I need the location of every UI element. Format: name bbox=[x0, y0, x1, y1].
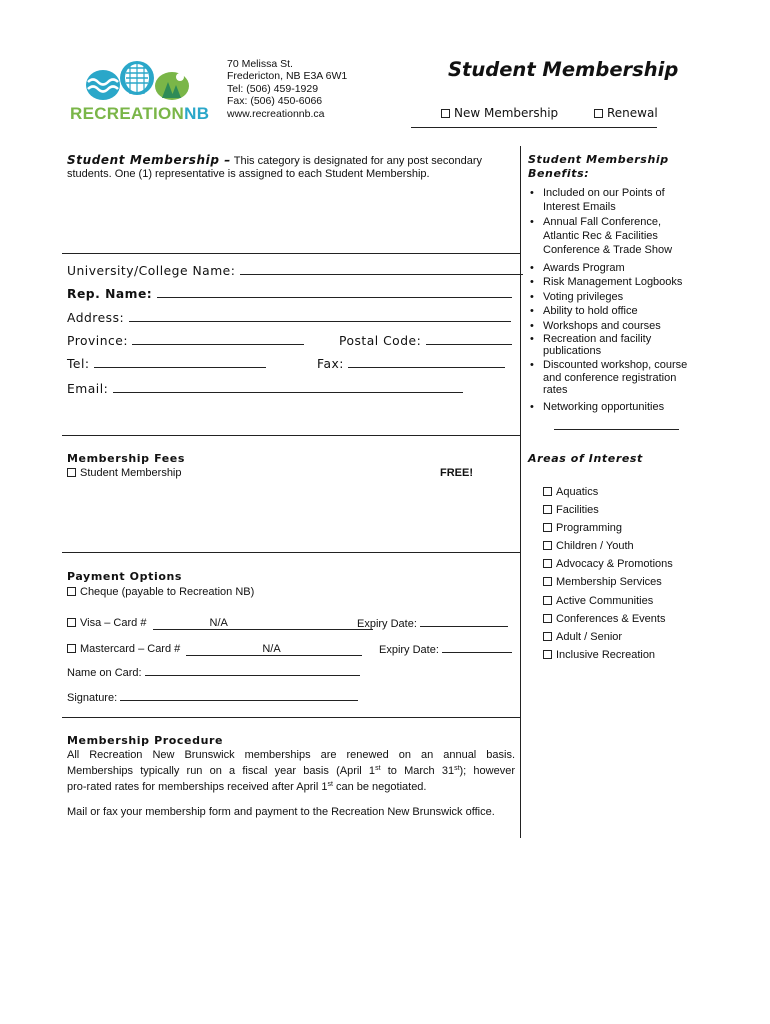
checkbox-icon[interactable] bbox=[543, 487, 552, 496]
list-item: • Annual Fall Conference, Atlantic Rec & Facilities Conference & Trade Show bbox=[528, 215, 728, 257]
checkbox-icon[interactable] bbox=[543, 559, 552, 568]
list-item: • Risk Management Logbooks bbox=[528, 275, 728, 289]
procedure-heading: Membership Procedure bbox=[67, 734, 224, 747]
mastercard-option[interactable]: Mastercard – Card # N/A bbox=[67, 643, 362, 656]
list-item: • Voting privileges bbox=[528, 290, 728, 304]
checkbox-icon[interactable] bbox=[543, 523, 552, 532]
list-item: • Workshops and courses bbox=[528, 319, 728, 333]
interests-heading: Areas of Interest bbox=[528, 452, 643, 465]
page-title: Student Membership bbox=[448, 58, 679, 81]
interest-membership-services[interactable]: Membership Services bbox=[543, 576, 673, 594]
visa-option[interactable]: Visa – Card # N/A bbox=[67, 617, 373, 630]
checkbox-icon[interactable] bbox=[67, 468, 76, 477]
checkbox-icon[interactable] bbox=[543, 541, 552, 550]
procedure-line1: All Recreation New Brunswick memberships are renewed on an annual basis. bbox=[67, 749, 515, 761]
list-item: • Ability to hold office bbox=[528, 304, 728, 318]
checkbox-icon[interactable] bbox=[441, 109, 450, 118]
list-item: • Networking opportunities bbox=[528, 400, 728, 414]
interest-inclusive-recreation[interactable]: Inclusive Recreation bbox=[543, 649, 673, 667]
interest-aquatics[interactable]: Aquatics bbox=[543, 486, 673, 504]
fees-heading: Membership Fees bbox=[67, 452, 186, 465]
organization-address: 70 Melissa St. Fredericton, NB E3A 6W1 Tel: (506) 459-1929 Fax: (506) 450-6066 www.recreationnb.ca bbox=[227, 58, 348, 120]
procedure-line2: Memberships typically run on a fiscal year basis (April 1st to March 31st); however bbox=[67, 765, 516, 777]
list-item: • Recreation and facility publications bbox=[528, 333, 728, 357]
email-field[interactable]: Email: bbox=[67, 382, 463, 396]
column-divider bbox=[520, 146, 521, 838]
address-field[interactable]: Address: bbox=[67, 311, 511, 325]
checkbox-icon[interactable] bbox=[543, 577, 552, 586]
checkbox-icon[interactable] bbox=[543, 596, 552, 605]
benefits-heading: Student Membership Benefits: bbox=[528, 153, 669, 180]
divider bbox=[62, 552, 521, 553]
title-underline bbox=[411, 127, 657, 128]
postal-code-field[interactable]: Postal Code: bbox=[339, 334, 512, 348]
checkbox-icon[interactable] bbox=[543, 505, 552, 514]
procedure-line3: pro-rated rates for memberships received after April 1st can be negotiated. bbox=[67, 781, 427, 793]
logo-emblem-icon bbox=[70, 58, 218, 106]
interest-conferences-events[interactable]: Conferences & Events bbox=[543, 613, 673, 631]
checkbox-icon[interactable] bbox=[543, 650, 552, 659]
intro-text-line2: students. One (1) representative is assigned to each Student Membership. bbox=[67, 168, 430, 180]
procedure-line4: Mail or fax your membership form and payment to the Recreation New Brunswick office. bbox=[67, 806, 495, 818]
student-membership-fee-option[interactable]: Student Membership bbox=[67, 467, 182, 479]
new-membership-option[interactable]: New Membership bbox=[441, 106, 558, 120]
intro-section bbox=[67, 153, 517, 180]
list-item: • Discounted workshop, course and conference registration rates bbox=[528, 359, 728, 397]
benefits-list bbox=[528, 186, 728, 414]
renewal-option[interactable]: Renewal bbox=[594, 106, 658, 120]
signature-field[interactable]: Signature: bbox=[67, 691, 358, 704]
checkbox-icon[interactable] bbox=[67, 618, 76, 627]
interest-adult-senior[interactable]: Adult / Senior bbox=[543, 631, 673, 649]
university-field[interactable]: University/College Name: bbox=[67, 264, 523, 278]
rep-name-field[interactable]: Rep. Name: bbox=[67, 287, 512, 301]
list-item: • Included on our Points of Interest Emails bbox=[528, 186, 728, 214]
interest-programming[interactable]: Programming bbox=[543, 522, 673, 540]
divider bbox=[62, 717, 521, 718]
logo-text: RECREATIONNB bbox=[70, 104, 210, 123]
divider bbox=[62, 253, 521, 254]
divider bbox=[62, 435, 521, 436]
payment-heading: Payment Options bbox=[67, 570, 183, 583]
checkbox-icon[interactable] bbox=[67, 587, 76, 596]
checkbox-icon[interactable] bbox=[543, 614, 552, 623]
benefits-underline bbox=[554, 429, 679, 430]
visa-expiry-field[interactable]: Expiry Date: bbox=[357, 617, 508, 630]
fee-price: FREE! bbox=[440, 467, 473, 479]
checkbox-icon[interactable] bbox=[594, 109, 603, 118]
checkbox-icon[interactable] bbox=[67, 644, 76, 653]
list-item: • Awards Program bbox=[528, 261, 728, 275]
intro-text-line1: This category is designated for any post secondary bbox=[233, 155, 483, 167]
mastercard-expiry-field[interactable]: Expiry Date: bbox=[379, 643, 512, 656]
interest-advocacy[interactable]: Advocacy & Promotions bbox=[543, 558, 673, 576]
cheque-option[interactable]: Cheque (payable to Recreation NB) bbox=[67, 586, 254, 598]
procedure-section bbox=[67, 734, 515, 819]
fax-field[interactable]: Fax: bbox=[317, 357, 505, 371]
intro-heading: Student Membership – bbox=[67, 153, 231, 167]
interests-list bbox=[543, 486, 673, 667]
interest-active-communities[interactable]: Active Communities bbox=[543, 595, 673, 613]
checkbox-icon[interactable] bbox=[543, 632, 552, 641]
interest-children-youth[interactable]: Children / Youth bbox=[543, 540, 673, 558]
interest-facilities[interactable]: Facilities bbox=[543, 504, 673, 522]
tel-field[interactable]: Tel: bbox=[67, 357, 266, 371]
province-field[interactable]: Province: bbox=[67, 334, 304, 348]
name-on-card-field[interactable]: Name on Card: bbox=[67, 666, 360, 679]
